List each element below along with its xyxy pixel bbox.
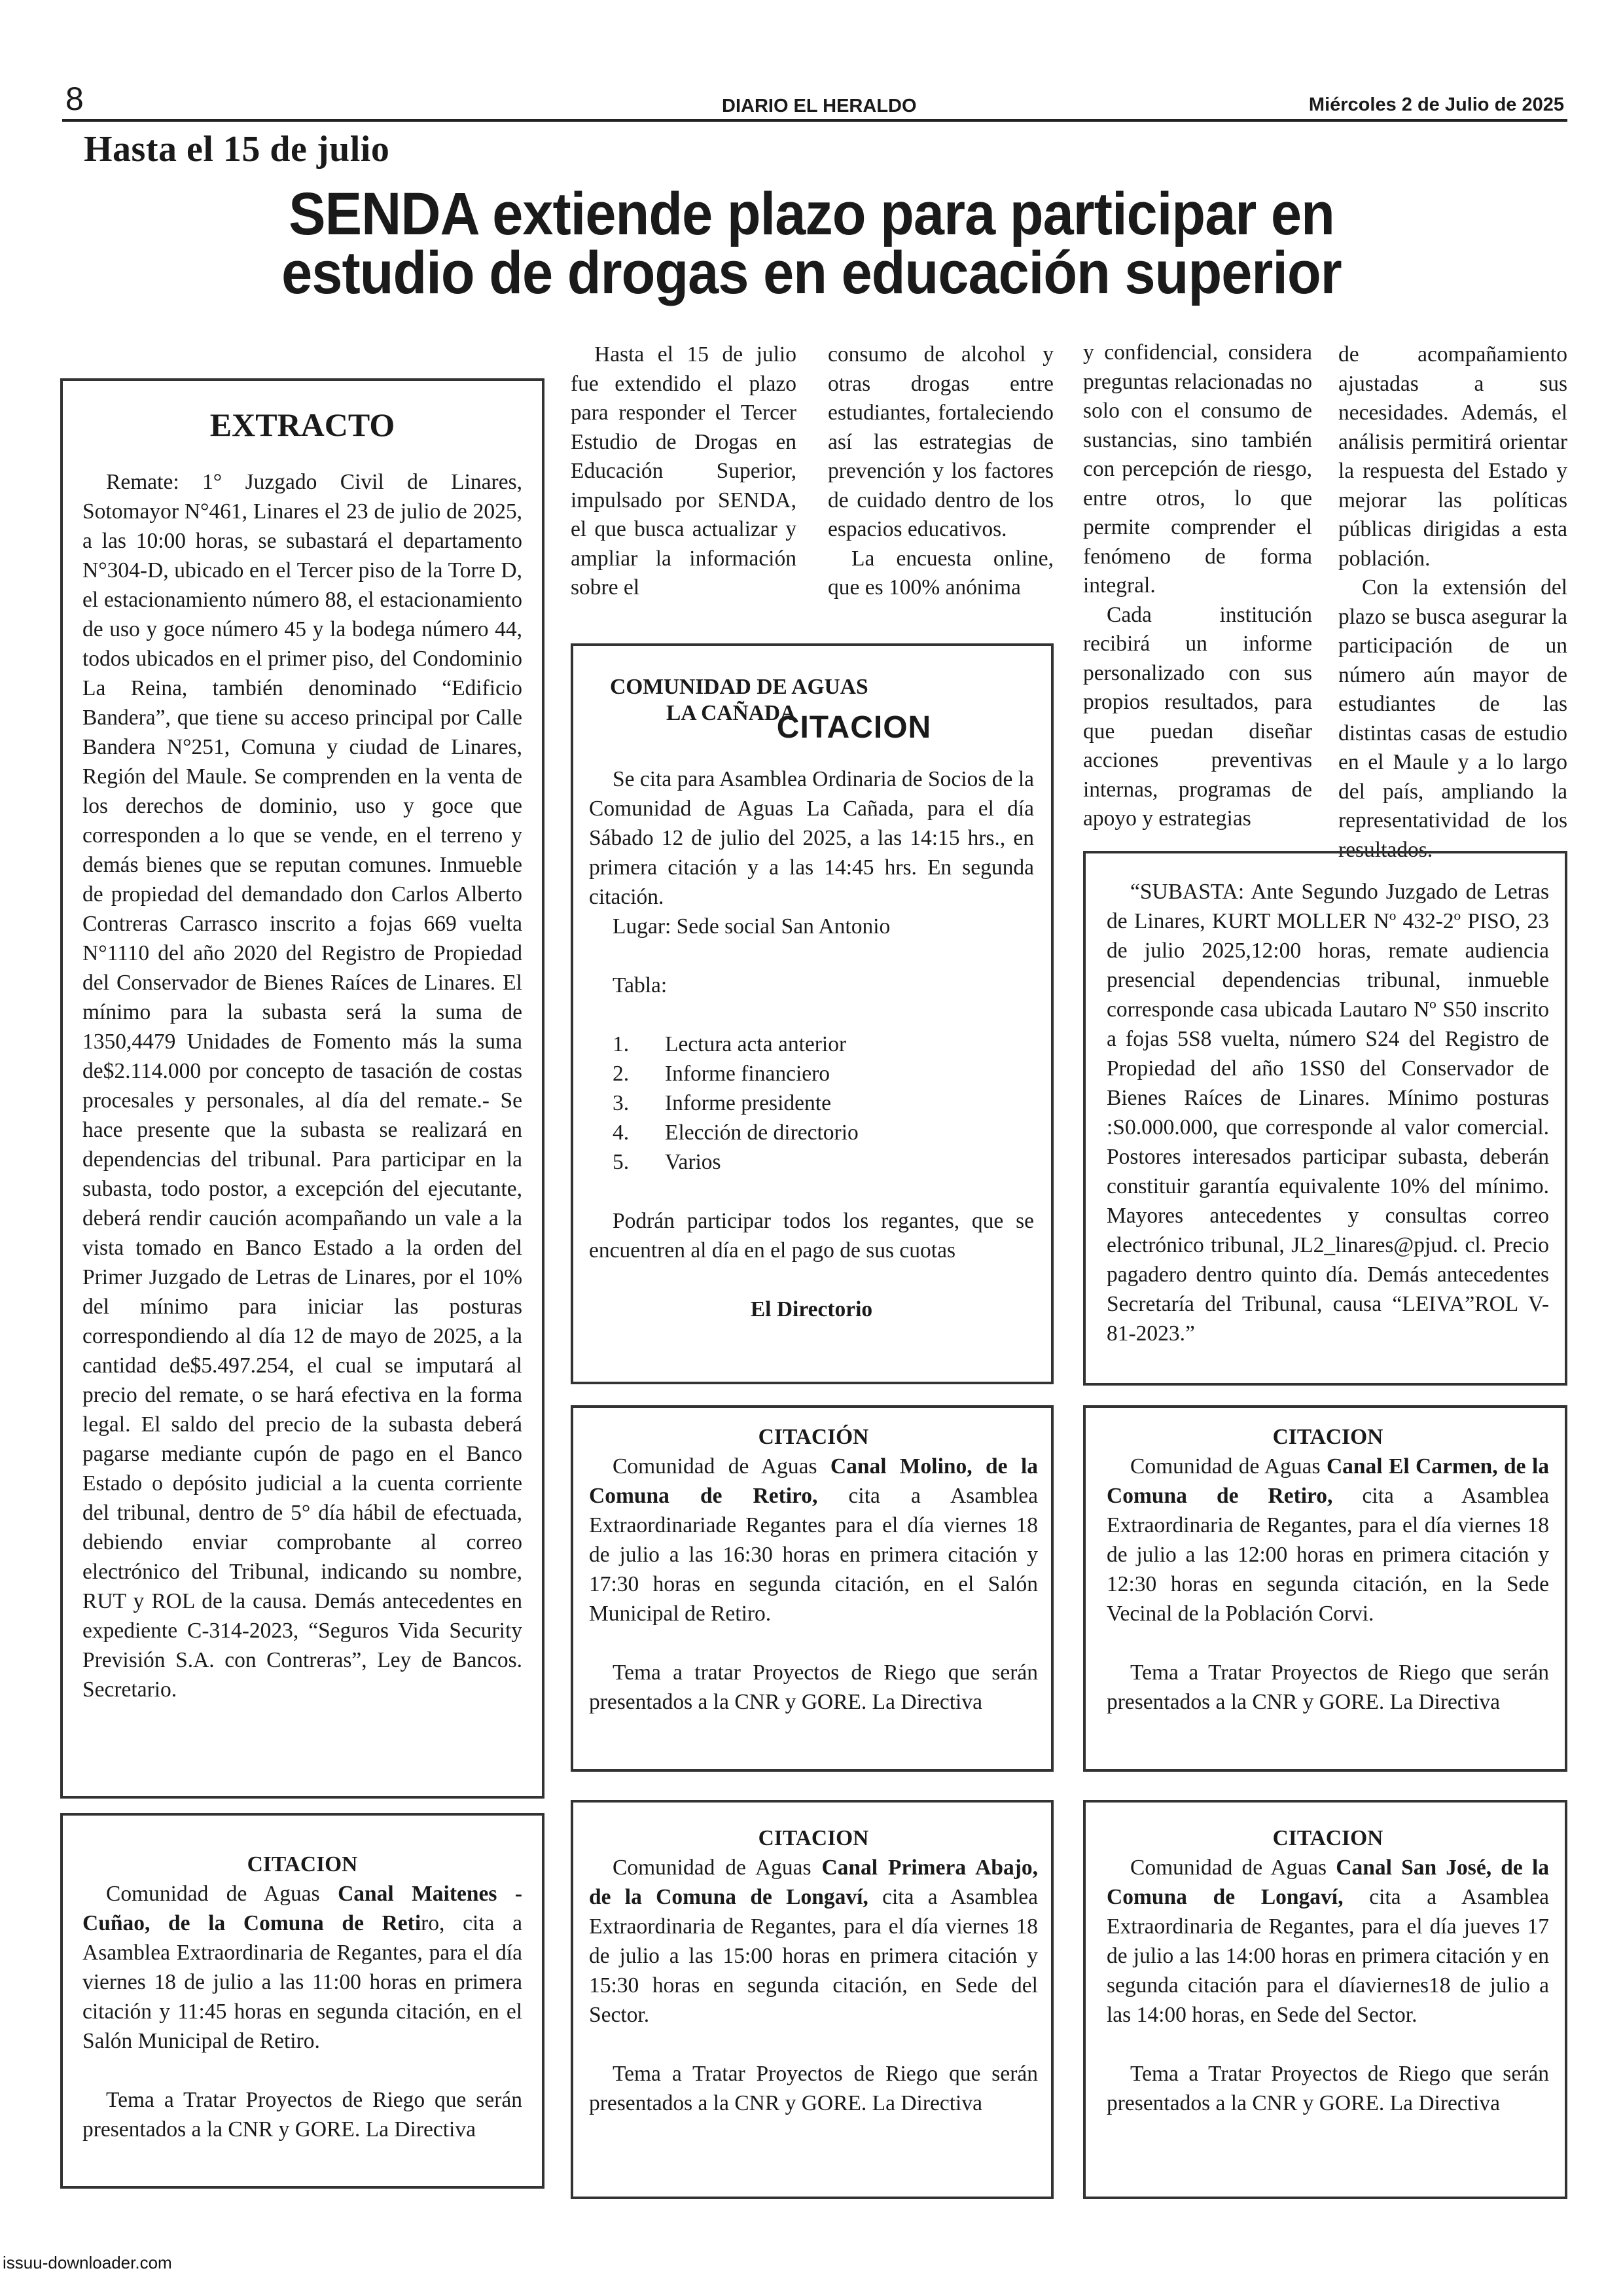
citacion-maitenes-notice [60,1813,544,2189]
la-canada-closing: Podrán participar todos los regantes, que se encuentren al día en el pago de sus cuotas [589,1209,1034,1263]
citacion-title: CITACION [1272,1826,1383,1850]
agenda-item-text: Varios [665,1150,721,1174]
citacion-org: Canal Maitenes - Cuñao, de la Comuna de Reti [82,1882,522,1935]
article-paragraph: consumo de alcohol y otras drogas entre estudiantes, fortaleciendo así las estrategias de prevención y los factores de cuidado dentro de los espacios educativos. [828,342,1054,541]
issue-date: Miércoles 2 de Julio de 2025 [1308,94,1564,115]
agenda-item [613,1088,1034,1118]
la-canada-org-line2: LA CAÑADA [666,701,796,725]
citacion-org: Canal San José, de la Comuna de Longaví, [1107,1856,1549,1909]
la-canada-agenda [589,1030,1034,1177]
la-canada-signature: El Directorio [750,1297,873,1321]
la-canada-org-line1: COMUNIDAD DE AGUAS [610,675,868,699]
la-canada-lugar: Lugar: Sede social San Antonio [613,914,891,939]
la-canada-title: CITACION [776,710,932,745]
citacion-tema: Tema a Tratar Proyectos de Riego que serán presentados a la CNR y GORE. La Directiva [1107,2062,1549,2115]
citacion-molino-notice [571,1405,1054,1772]
citacion-carmen-notice [1083,1405,1567,1772]
agenda-item-number: 5. [613,1150,630,1174]
agenda-item-text: Elección de directorio [665,1121,859,1145]
citacion-body: Comunidad de Aguas Canal Primera Abajo, de la Comuna de Longaví, cita a Asamblea Extraordinaria de Regantes, para el día viernes 18 de julio a las 15:00 horas en primera citación y 15:30 horas en segunda citación, en Sede del Sector. [589,1856,1039,2027]
la-canada-body: Se cita para Asamblea Ordinaria de Socios de la Comunidad de Aguas La Cañada, para el día Sábado 12 de julio del 2025, a las 14:15 hrs., en primera citación y a las 14:45 hrs. En segunda citación. [589,767,1034,909]
agenda-item-number: 3. [613,1091,630,1115]
article-column-1 [571,340,796,603]
citacion-tema: Tema a Tratar Proyectos de Riego que serán presentados a la CNR y GORE. La Directiva [589,2062,1038,2115]
subasta-body: “SUBASTA: Ante Segundo Juzgado de Letras de Linares, KURT MOLLER Nº 432-2º PISO, 23 de julio 2025,12:00 horas, remate audiencia presencial dependencias tribunal, inmueble corresponde casa ubicada Lautaro Nº S50 inscrito a fojas 5S8 vuelta, número S24 del Registro de Propiedad del año 1SS0 del Conservador de Bienes Raíces de Linares. Mínimo posturas :S0.000.000, que corresponde al valor comercial. Postores interesados participar subasta, deberán constituir garantía equivalente 10% del mínimo. Mayores antecedentes y consultas correo electrónico tribunal, JL2_linares@pjud. cl. Precio pagadero dentro quinto día. Demás antecedentes Secretaría del Tribunal, causa “LEIVA”ROL V-81-2023.” [1107,880,1549,1346]
article-paragraph: Cada institución recibirá un informe personalizado con sus propios resultados, para que puedan diseñar acciones preventivas internas, programas de apoyo y estrategias [1083,602,1312,831]
agenda-item-text: Informe presidente [665,1091,831,1115]
citacion-title: CITACION [247,1852,358,1876]
citacion-org: Canal El Carmen, de la Comuna de Retiro, [1107,1454,1550,1508]
agenda-item [613,1059,1034,1088]
article-column-2 [828,340,1054,603]
publication-name: DIARIO EL HERALDO [722,96,917,117]
citacion-title: CITACIÓN [758,1425,869,1449]
article-paragraph: de acompañamiento ajustadas a sus necesidades. Además, el análisis permitirá orientar la respuesta del Estado y mejorar las políticas públicas dirigidas a esta población. [1338,342,1567,571]
agenda-item-number: 1. [613,1032,630,1056]
article-headline: SENDA extiende plazo para participar en estudio de drogas en educación superior [281,181,1342,306]
citacion-primera-abajo-notice [571,1800,1054,2199]
citacion-org: Canal Primera Abajo, de la Comuna de Longaví, [589,1856,1039,1909]
article-paragraph: Con la extensión del plazo se busca asegurar la participación de un número aún mayor de estudiantes de las distintas casas de estudio en el Maule y a lo largo del país, ampliando la representatividad de los resultados. [1338,575,1567,862]
agenda-item-text: Informe financiero [665,1062,830,1086]
header-rule [62,119,1567,122]
citacion-body: Comunidad de Aguas Canal El Carmen, de la Comuna de Retiro, cita a Asamblea Extraordinaria de Regantes, para el día viernes 18 de julio a las 12:00 horas en primera citación y 12:30 horas en segunda citación, en la Sede Vecinal de la Población Corvi. [1107,1454,1550,1626]
citacion-org: Canal Molino, de la Comuna de Retiro, [589,1454,1038,1508]
article-column-3 [1083,338,1312,834]
agenda-item-text: Lectura acta anterior [665,1032,847,1056]
extracto-title: EXTRACTO [209,406,395,443]
citacion-body: Comunidad de Aguas Canal Maitenes - Cuñao, de la Comuna de Retiro, cita a Asamblea Extraordinaria de Regantes, para el día viernes 18 de julio a las 11:00 horas en primera citación y 11:45 horas en segunda citación, en el Salón Municipal de Retiro. [82,1882,522,2053]
citacion-tema: Tema a Tratar Proyectos de Riego que serán presentados a la CNR y GORE. La Directiva [82,2088,522,2142]
agenda-item-number: 2. [613,1062,630,1086]
citacion-body: Comunidad de Aguas Canal San José, de la Comuna de Longaví, cita a Asamblea Extraordinaria de Regantes, para el día jueves 17 de julio a las 14:00 horas en primera citación y en segunda citación para el díaviernes18 de julio a las 14:00 horas, en Sede del Sector. [1107,1856,1549,2027]
citacion-tema: Tema a tratar Proyectos de Riego que serán presentados a la CNR y GORE. La Directiva [589,1660,1038,1714]
citacion-title: CITACION [1272,1425,1383,1449]
source-watermark: issuu-downloader.com [3,2253,172,2272]
la-canada-tabla-label: Tabla: [613,973,668,997]
agenda-item [613,1030,1034,1059]
page-number: 8 [65,81,84,117]
la-canada-notice [571,643,1054,1384]
article-kicker: Hasta el 15 de julio [84,129,390,170]
subasta-notice [1083,851,1567,1386]
citacion-san-jose-notice [1083,1800,1567,2199]
citacion-title: CITACION [758,1826,869,1850]
article-paragraph: y confidencial, considera preguntas relacionadas no solo con el consumo de sustancias, sino también con percepción de riesgo, entre otros, lo que permite comprender el fenómeno de forma integral. [1083,340,1312,598]
citacion-tema: Tema a Tratar Proyectos de Riego que serán presentados a la CNR y GORE. La Directiva [1107,1660,1549,1714]
extracto-notice [60,378,544,1799]
article-column-4 [1338,340,1567,865]
agenda-item-number: 4. [613,1121,630,1145]
article-paragraph: La encuesta online, que es 100% anónima [828,546,1054,600]
extracto-body: Remate: 1° Juzgado Civil de Linares, Sotomayor N°461, Linares el 23 de julio de 2025, a las 10:00 horas, se subastará el departamento N°304-D, ubicado en el Tercer piso de la Torre D, el estacionamiento número 88, el estacionamiento de uso y goce número 45 y la bodega número 44, todos ubicados en el primer piso, del Condominio La Reina, también denominado “Edificio Bandera”, que tiene su acceso principal por Calle Bandera N°251, Comuna y ciudad de Linares, Región del Maule. Se comprenden en la venta de los derechos de dominio, uso y goce que corresponden a lo que se vende, en el terreno y demás bienes que se reputan comunes. Inmueble de propiedad del demandado don Carlos Alberto Contreras Carrasco inscrito a fojas 669 vuelta N°1110 del año 2020 del Registro de Propiedad del Conservador de Bienes Raíces de Linares. El mínimo para la subasta será la suma de 1350,4479 Unidades de Fomento más la suma de$2.114.000 por concepto de tasación de costas procesales y personales, al día del remate.- Se hace presente que la subasta se realizará en dependencias del tribunal. Para participar en la subasta, todo postor, a excepción del ejecutante, deberá rendir caución acompañando un vale a la vista tomado en Banco Estado a la orden del Primer Juzgado de Letras de Linares, por el 10% del mínimo para iniciar las posturas correspondiendo al día 12 de mayo de 2025, a la cantidad de$5.497.254, el cual se imputará al precio del remate, o se hará efectiva en la forma legal. El saldo del precio de la subasta deberá pagarse mediante cupón de pago en el Banco Estado o depósito judicial a la cuenta corriente del tribunal, dentro de 5° día hábil de efectuada, debiendo enviar comprobante al correo electrónico del Tribunal, indicando su nombre, RUT y ROL de la causa. Demás antecedentes en expediente C-314-2023, “Seguros Vida Security Previsión S.A. con Contreras”, Ley de Bancos. Secretario. [82,470,522,1702]
agenda-item [613,1118,1034,1147]
article-paragraph: Hasta el 15 de julio fue extendido el plazo para responder el Tercer Estudio de Drogas en Educación Superior, impulsado por SENDA, el que busca actualizar y ampliar la información sobre el [571,342,796,600]
citacion-body: Comunidad de Aguas Canal Molino, de la Comuna de Retiro, cita a Asamblea Extraordinariade Regantes para el día viernes 18 de julio a las 16:30 horas en primera citación y 17:30 horas en segunda citación, en el Salón Municipal de Retiro. [589,1454,1038,1626]
agenda-item [613,1147,1034,1177]
